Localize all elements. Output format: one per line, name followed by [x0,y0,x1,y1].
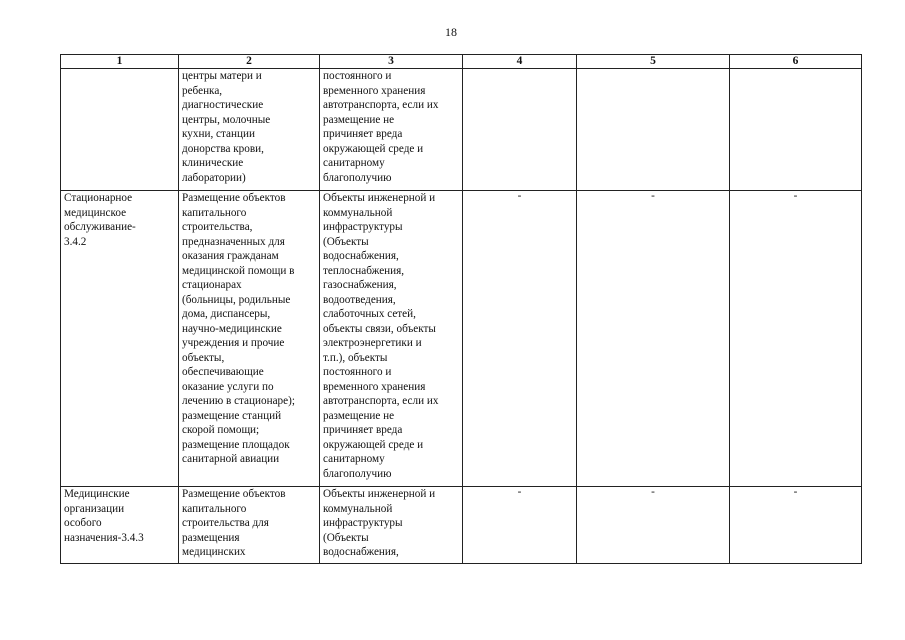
empty-value-dash: - [651,486,655,498]
cell-text-line: временного хранения [323,380,426,393]
cell-text-line: оказания гражданам [182,250,279,262]
cell-text-line: медицинской помощи в [182,264,295,277]
empty-value-dash: - [517,190,522,202]
cell-text-line: (Объекты [323,531,369,544]
cell-text-line: постоянного и [323,70,392,82]
cell-text-line: Размещение объектов [182,488,286,500]
cell-text-line: медицинских [182,546,246,558]
cell-text-line: размещения [182,531,240,544]
cell-text-line: ребенка, [182,84,223,97]
cell-text-line: диагностические [182,99,264,111]
cell-text-line: учреждения и прочие [182,337,285,349]
cell-text-line: слаботочных сетей, [323,308,416,320]
cell-text-line: Медицинские [64,488,130,500]
cell-text-line: санитарному [323,157,385,169]
table-header-row [61,55,862,69]
cell-text-line: автотранспорта, если их [323,395,439,407]
cell-text-line: размещение не [323,113,395,126]
cell-text-line: постоянного и [323,366,392,378]
cell-text-line: (Объекты [323,235,369,248]
cell-text-line: размещение не [323,409,395,422]
cell-col5 [577,69,730,191]
cell-text-line: т.п.), объекты [323,351,388,364]
cell-text-line: объекты, [182,351,225,364]
cell-text-line: клинические [182,157,244,169]
cell-text-line: центры, молочные [182,113,271,126]
cell-text-line: Объекты инженерной и [323,488,436,500]
cell-col6 [730,191,862,487]
cell-text-line: Стационарное [64,192,133,204]
cell-col4 [463,487,577,564]
cell-text-line: скорой помощи; [182,424,260,436]
cell-auxiliary-uses [320,191,463,487]
table-row [61,487,862,564]
cell-text-line: лаборатории) [182,171,246,184]
page-number: 18 [445,25,457,39]
cell-col6 [730,69,862,191]
cell-col4 [463,69,577,191]
cell-text-line: водоотведения, [323,293,396,306]
cell-use-description [179,487,320,564]
cell-text-line: капитального [182,206,247,219]
cell-text-line: коммунальной [323,206,393,219]
cell-text-line: (больницы, родильные [182,293,291,306]
cell-text-line: дома, диспансеры, [182,308,271,320]
header-cell-6: 6 [730,55,862,69]
cell-text-line: обслуживание- [64,221,136,233]
cell-text-line: оказание услуги по [182,380,274,393]
cell-text-line: капитального [182,502,247,515]
cell-text-line: организации [64,502,125,515]
cell-text-line: коммунальной [323,502,393,515]
header-cell-4: 4 [463,55,577,69]
cell-text-line: газоснабжения, [323,279,397,291]
empty-value-dash: - [517,486,522,498]
table-row [61,69,862,191]
cell-text-line: водоснабжения, [323,250,399,262]
empty-value-dash: - [651,190,655,202]
header-cell-5: 5 [577,55,730,69]
cell-use-type [61,69,179,191]
cell-text-line: кухни, станции [182,128,255,140]
cell-col5 [577,487,730,564]
empty-value-dash: - [793,486,798,498]
cell-text-line: санитарному [323,453,385,465]
cell-text-line: Объекты инженерной и [323,192,436,204]
cell-text-line: благополучию [323,467,392,480]
cell-text-line: стационарах [182,279,242,291]
cell-text-line: особого [64,517,102,529]
table-row [61,191,862,487]
cell-text-line: теплоснабжения, [323,264,405,277]
cell-text-line: строительства, [182,221,253,233]
cell-col4 [463,191,577,487]
cell-text-line: Размещение объектов [182,192,286,204]
cell-text-line: центры матери и [182,70,262,82]
cell-col5 [577,191,730,487]
cell-text-line: предназначенных для [182,235,285,248]
cell-text-line: окружающей среде и [323,142,424,155]
cell-text-line: окружающей среде и [323,438,424,451]
cell-text-line: причиняет вреда [323,424,403,436]
cell-use-type [61,487,179,564]
header-cell-2: 2 [179,55,320,69]
cell-text-line: 3.4.2 [64,235,87,248]
cell-text-line: временного хранения [323,84,426,97]
cell-text-line: причиняет вреда [323,128,403,140]
cell-use-description [179,69,320,191]
cell-text-line: водоснабжения, [323,546,399,558]
cell-col6 [730,487,862,564]
cell-use-description [179,191,320,487]
cell-text-line: назначения-3.4.3 [64,531,144,544]
cell-text-line: лечению в стационаре); [182,395,295,407]
cell-text-line: донорства крови, [182,142,264,155]
cell-text-line: научно-медицинские [182,322,282,335]
cell-text-line: объекты связи, объекты [323,322,436,335]
cell-text-line: электроэнергетики и [323,337,422,349]
cell-text-line: инфраструктуры [323,221,403,233]
cell-text-line: размещение станций [182,409,282,422]
cell-text-line: медицинское [64,206,127,219]
cell-auxiliary-uses [320,69,463,191]
cell-text-line: благополучию [323,171,392,184]
header-cell-1: 1 [61,55,179,69]
cell-text-line: санитарной авиации [182,453,280,465]
land-use-table [60,54,862,564]
cell-auxiliary-uses [320,487,463,564]
cell-text-line: автотранспорта, если их [323,99,439,111]
cell-text-line: обеспечивающие [182,366,264,378]
cell-text-line: размещение площадок [182,438,290,451]
cell-text-line: строительства для [182,517,269,529]
cell-text-line: инфраструктуры [323,517,403,529]
cell-use-type [61,191,179,487]
header-cell-3: 3 [320,55,463,69]
empty-value-dash: - [793,190,798,202]
